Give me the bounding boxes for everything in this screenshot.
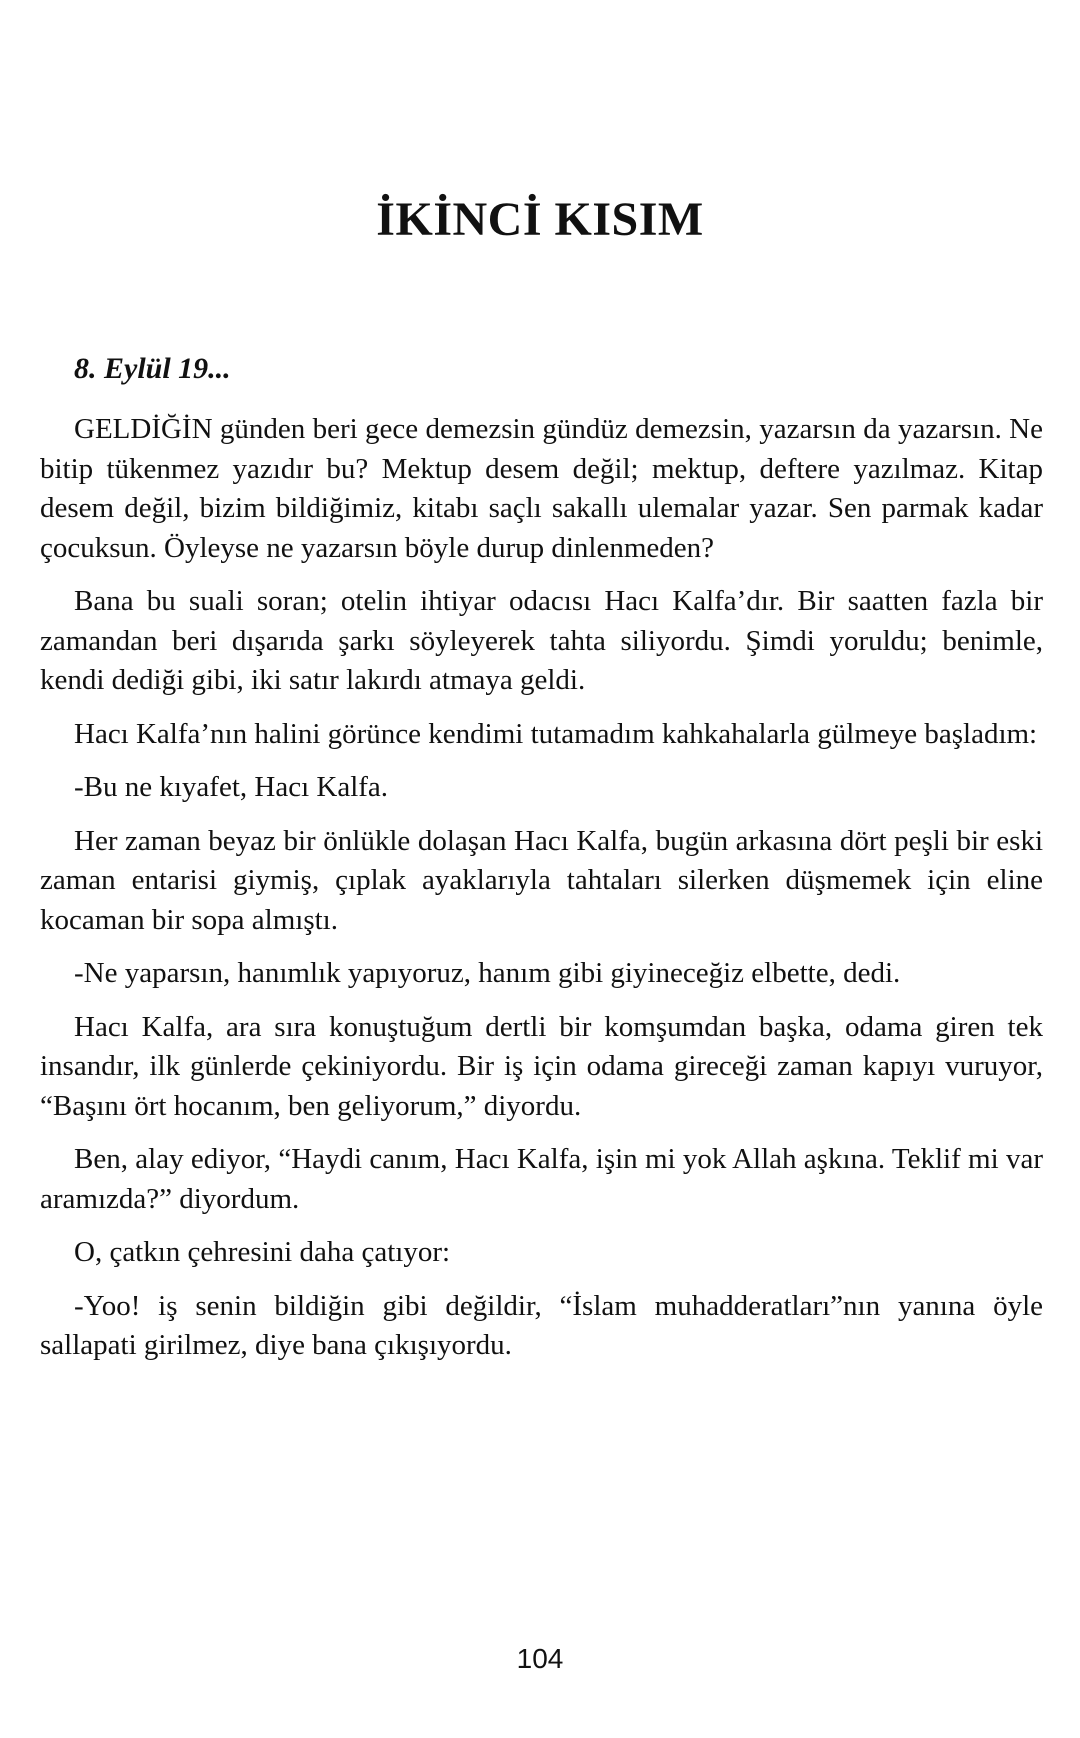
paragraph: Her zaman beyaz bir önlükle dolaşan Hacı Kalfa, bugün arkasına dört peşli bir eski zaman entarisi giymiş, çıplak ayaklarıyla tahtaları silerken düşmemek için eline kocaman bir sopa almıştı.	[40, 824, 1043, 936]
paragraph: -Bu ne kıyafet, Hacı Kalfa.	[74, 771, 389, 803]
page-number: 104	[516, 1643, 564, 1674]
paragraph: GELDİĞİN günden beri gece demezsin gündüz demezsin, yazarsın da yazarsın. Ne bitip tükenmez yazıdır bu? Mektup desem değil; mektup, deftere yazılmaz. Kitap desem değil, bizim bildiğimiz, kitabı saçlı sakallı ulemalar yazar. Sen parmak kadar çocuksun. Öyleyse ne yazarsın böyle durup dinlenmeden?	[40, 413, 1043, 564]
body-text	[40, 410, 1043, 1380]
paragraph: Ben, alay ediyor, “Haydi canım, Hacı Kalfa, işin mi yok Allah aşkına. Teklif mi var aramızda?” diyordum.	[40, 1143, 1043, 1215]
paragraph: O, çatkın çehresini daha çatıyor:	[74, 1236, 451, 1268]
paragraph: Bana bu suali soran; otelin ihtiyar odacısı Hacı Kalfa’dır. Bir saatten fazla bir zamandan beri dışarıda şarkı söyleyerek tahta siliyordu. Şimdi yoruldu; benimle, kendi dediği gibi, iki satır lakırdı atmaya geldi.	[40, 585, 1043, 696]
chapter-title: İKİNCİ KISIM	[376, 193, 704, 246]
diary-entry-date: 8. Eylül 19...	[74, 352, 231, 385]
paragraph: -Ne yaparsın, hanımlık yapıyoruz, hanım gibi giyineceğiz elbette, dedi.	[74, 957, 901, 989]
paragraph: Hacı Kalfa, ara sıra konuştuğum dertli bir komşumdan başka, odama giren tek insandır, ilk günlerde çekiniyordu. Bir iş için odama gireceği zaman kapıyı vuruyor, “Başını ört hocanım, ben geliyorum,” diyordu.	[40, 1010, 1043, 1122]
paragraph: -Yoo! iş senin bildiğin gibi değildir, “İslam muhadderatları”nın yanına öyle sallapati girilmez, diye bana çıkışıyordu.	[40, 1289, 1043, 1361]
paragraph: Hacı Kalfa’nın halini görünce kendimi tutamadım kahkahalarla gülmeye başladım:	[74, 717, 1038, 750]
